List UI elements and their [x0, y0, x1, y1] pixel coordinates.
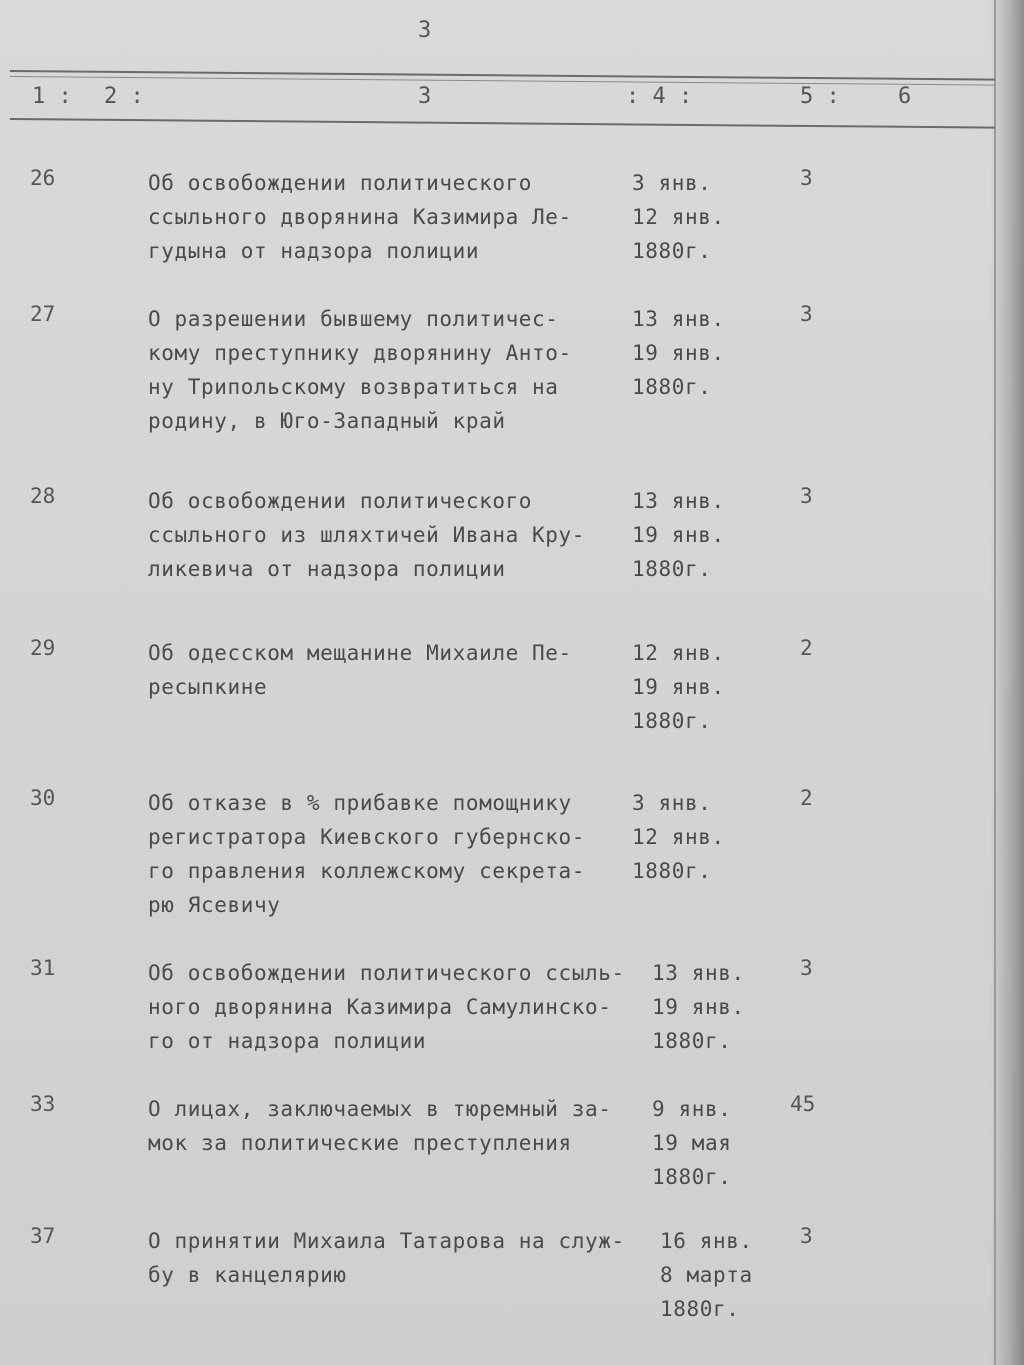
date-end: 19 мая — [652, 1131, 732, 1155]
case-title — [148, 1224, 628, 1292]
title-line: ресыпкине — [148, 675, 268, 699]
title-line: Об одесском мещанине Михаиле Пе- — [148, 641, 572, 665]
date-year: 1880г. — [632, 859, 712, 883]
date-year: 1880г. — [632, 557, 712, 581]
title-line: О разрешении бывшему политичес- — [148, 307, 559, 331]
title-line: О принятии Михаила Татарова на служ- — [148, 1229, 625, 1253]
header-col-1: 1 : — [32, 84, 72, 109]
case-title — [148, 636, 628, 704]
title-line: ликевича от надзора полиции — [148, 557, 506, 581]
title-line: О лицах, заключаемых в тюремный за- — [148, 1097, 612, 1121]
header-col-5: 5 : — [800, 84, 840, 109]
case-number: 28 — [30, 484, 56, 508]
case-number: 37 — [30, 1224, 56, 1248]
page-number: 3 — [418, 18, 432, 43]
case-title — [148, 956, 628, 1058]
title-line: ного дворянина Казимира Самулинско- — [148, 995, 612, 1019]
date-end: 8 марта — [660, 1263, 753, 1287]
date-end: 19 янв. — [632, 523, 725, 547]
title-line: го правления коллежскому секрета- — [148, 859, 586, 883]
title-line: Об отказе в % прибавке помощнику — [148, 791, 572, 815]
title-line: рю Ясевичу — [148, 893, 281, 917]
sheet-count: 3 — [800, 956, 813, 980]
date-year: 1880г. — [632, 239, 712, 263]
title-line: мок за политические преступления — [148, 1131, 572, 1155]
date-year: 1880г. — [652, 1029, 732, 1053]
date-end: 19 янв. — [632, 341, 725, 365]
title-line: родину, в Юго-Западный край — [148, 409, 506, 433]
case-dates — [660, 1224, 810, 1326]
case-dates — [632, 166, 782, 268]
case-dates — [632, 484, 782, 586]
case-number: 31 — [30, 956, 56, 980]
date-year: 1880г. — [652, 1165, 732, 1189]
title-line: ну Трипольскому возвратиться на — [148, 375, 559, 399]
date-end: 19 янв. — [632, 675, 725, 699]
date-year: 1880г. — [660, 1297, 740, 1321]
date-start: 9 янв. — [652, 1097, 732, 1121]
date-start: 16 янв. — [660, 1229, 753, 1253]
case-number: 29 — [30, 636, 56, 660]
sheet-count: 45 — [790, 1092, 816, 1116]
page-edge-line — [994, 0, 996, 1365]
sheet-count: 3 — [800, 166, 813, 190]
title-line: Об освобождении политического — [148, 489, 533, 513]
case-title — [148, 1092, 628, 1160]
date-start: 3 янв. — [632, 171, 712, 195]
header-rule-bottom — [10, 118, 995, 129]
case-title — [148, 166, 628, 268]
sheet-count: 3 — [800, 1224, 813, 1248]
date-start: 12 янв. — [632, 641, 725, 665]
case-dates — [632, 786, 782, 888]
date-start: 13 янв. — [652, 961, 745, 985]
case-title — [148, 302, 628, 438]
title-line: ссыльного дворянина Казимира Ле- — [148, 205, 572, 229]
title-line: Об освобождении политического — [148, 171, 533, 195]
date-start: 13 янв. — [632, 489, 725, 513]
header-col-6: 6 — [898, 84, 912, 109]
sheet-count: 3 — [800, 302, 813, 326]
title-line: регистратора Киевского губернско- — [148, 825, 586, 849]
case-number: 33 — [30, 1092, 56, 1116]
date-year: 1880г. — [632, 709, 712, 733]
title-line: гудына от надзора полиции — [148, 239, 480, 263]
case-dates — [632, 302, 782, 404]
title-line: кому преступнику дворянину Анто- — [148, 341, 572, 365]
case-number: 30 — [30, 786, 56, 810]
case-title — [148, 484, 628, 586]
sheet-count: 2 — [800, 636, 813, 660]
case-dates — [652, 1092, 802, 1194]
case-dates — [632, 636, 782, 738]
case-number: 26 — [30, 166, 56, 190]
header-rule-top — [10, 70, 995, 81]
case-title — [148, 786, 628, 922]
title-line: го от надзора полиции — [148, 1029, 427, 1053]
title-line: Об освобождении политического ссыль- — [148, 961, 625, 985]
date-end: 19 янв. — [652, 995, 745, 1019]
date-year: 1880г. — [632, 375, 712, 399]
case-dates — [652, 956, 802, 1058]
title-line: ссыльного из шляхтичей Ивана Кру- — [148, 523, 586, 547]
case-number: 27 — [30, 302, 56, 326]
date-end: 12 янв. — [632, 205, 725, 229]
date-end: 12 янв. — [632, 825, 725, 849]
header-col-4: : 4 : — [626, 84, 693, 109]
sheet-count: 3 — [800, 484, 813, 508]
title-line: бу в канцелярию — [148, 1263, 347, 1287]
date-start: 3 янв. — [632, 791, 712, 815]
date-start: 13 янв. — [632, 307, 725, 331]
header-col-3: 3 — [418, 84, 432, 109]
sheet-count: 2 — [800, 786, 813, 810]
header-col-2: 2 : — [104, 84, 144, 109]
